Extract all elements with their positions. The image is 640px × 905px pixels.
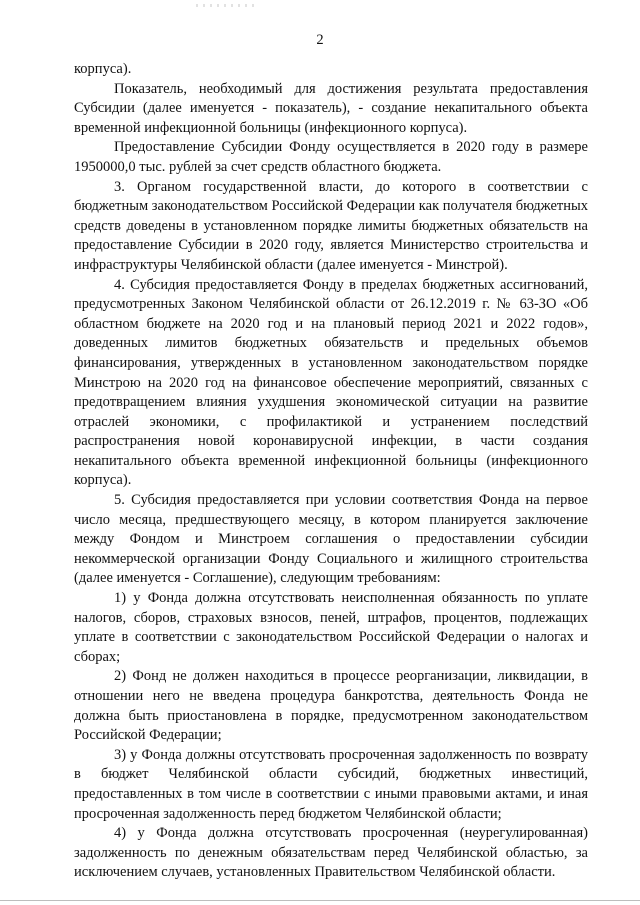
paragraph-subsidy-amount: Предоставление Субсидии Фонду осуществляется в 2020 году в размере 1950000,0 тыс. рублей за счет средств областного бюджета. — [74, 139, 588, 175]
document-body — [74, 60, 588, 883]
paragraph-continuation: корпуса). — [74, 61, 132, 77]
scan-edge-line — [0, 900, 640, 901]
paragraph-item-5: 5. Субсидия предоставляется при условии соответствия Фонда на первое число месяца, предшествующего месяцу, в котором планируется заключение между Фондом и Минстроем соглашения о предоставлении субсидии некоммерческой организации Фонду Социального и жилищного строительства (далее именуется - Соглашение), следующим требованиям: — [74, 492, 588, 587]
page-number: 2 — [316, 32, 324, 48]
paragraph-item-3: 3. Органом государственной власти, до которого в соответствии с бюджетным законодательством Российской Федерации как получателя бюджетных средств доведены в установленном порядке лимиты бюджетных обязательств на предоставление Субсидии в 2020 году, является Министерство строительства и инфраструктуры Челябинской области (далее именуется - Минстрой). — [74, 178, 588, 273]
requirement-2: 2) Фонд не должен находиться в процессе реорганизации, ликвидации, в отношении него не введена процедура банкротства, деятельность Фонда не должна быть приостановлена в порядке, предусмотренном законодательством Российской Федерации; — [74, 668, 588, 744]
requirement-4: 4) у Фонда должна отсутствовать просроченная (неурегулированная) задолженность по денежным обязательствам перед Челябинской областью, за исключением случаев, установленных Правительством Челябинской области. — [74, 825, 588, 881]
requirement-3: 3) у Фонда должны отсутствовать просроченная задолженность по возврату в бюджет Челябинской области субсидий, бюджетных инвестиций, предоставленных в том числе в соответствии с иными правовыми актами, и иная просроченная задолженность перед бюджетом Челябинской области; — [74, 746, 588, 822]
requirement-1: 1) у Фонда должна отсутствовать неисполненная обязанность по уплате налогов, сборов, страховых взносов, пеней, штрафов, процентов, подлежащих уплате в соответствии с законодательством Российской Федерации о налогах и сборах; — [74, 590, 588, 665]
paragraph-indicator: Показатель, необходимый для достижения результата предоставления Субсидии (далее именуется - показатель), - создание некапитального объекта временной инфекционной больницы (инфекционного корпуса). — [74, 80, 588, 136]
scan-artifact — [196, 4, 256, 7]
paragraph-item-4: 4. Субсидия предоставляется Фонду в пределах бюджетных ассигнований, предусмотренных Законом Челябинской области от 26.12.2019 г. № 63-ЗО «Об областном бюджете на 2020 год и на плановый период 2021 и 2022 годов», доведенных лимитов бюджетных обязательств и предельных объемов финансирования, утвержденных в установленном законодательством порядке Минстрою на 2020 год на финансовое обеспечение мероприятий, связанных с предотвращением влияния ухудшения экономической ситуации на развитие отраслей экономики, с профилактикой и устранением последствий распространения новой коронавирусной инфекции, в части создания некапитального объекта временной инфекционной больницы (инфекционного корпуса). — [74, 276, 588, 489]
